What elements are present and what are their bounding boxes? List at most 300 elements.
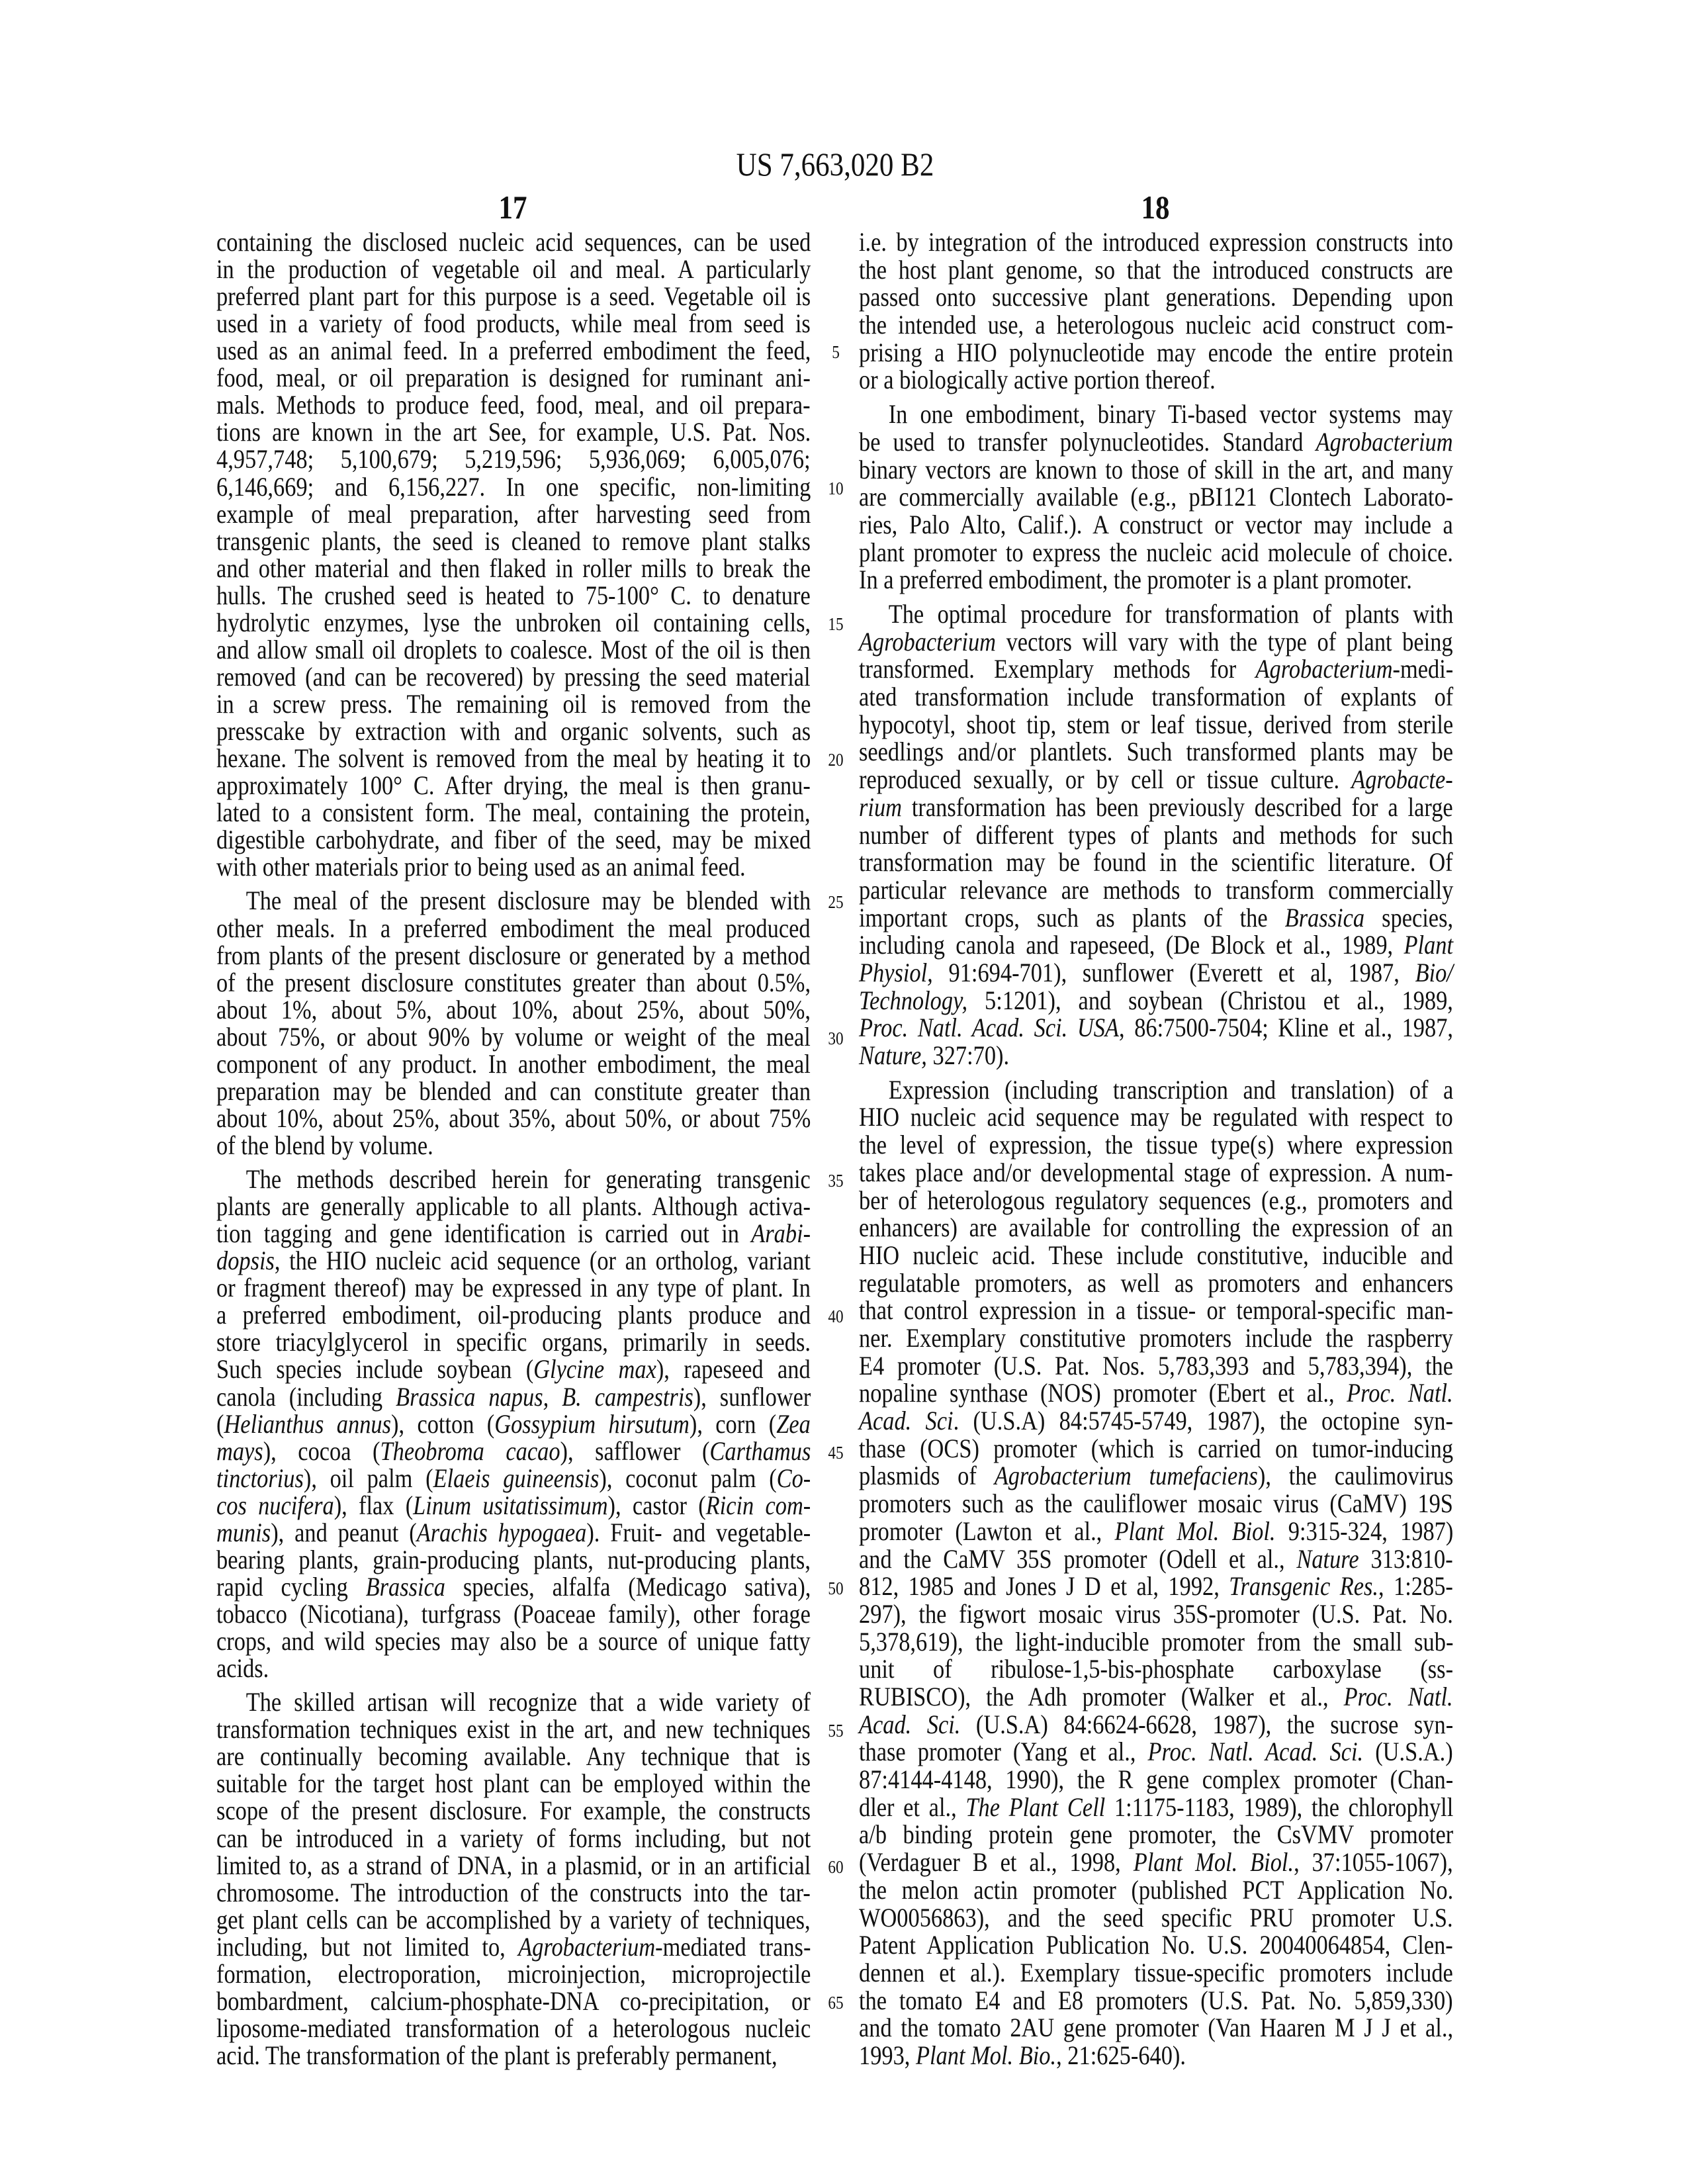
text-line <box>216 941 811 970</box>
text-segment: hydrolytic enzymes, lyse the unbroken oil containing cells, <box>216 608 811 637</box>
text-segment: enhancers) are available for controlling the expression of an <box>859 1212 1453 1242</box>
text-line <box>216 1383 811 1412</box>
text-line <box>216 2041 778 2070</box>
text-segment: The meal of the present disclosure may be blended with <box>246 886 811 915</box>
text-segment: canola (including <box>216 1382 396 1412</box>
text-segment: about 1%, about 5%, about 10%, about 25%, about 50%, <box>216 995 811 1024</box>
italic-text: Brassica <box>366 1572 445 1602</box>
text-line <box>216 228 811 257</box>
text-segment: limited to, as a strand of DNA, in a plasmid, or in an artificial <box>216 1850 811 1880</box>
text-segment: 5,378,619), the light-inducible promoter from the small sub- <box>859 1627 1453 1657</box>
line-number: 50 <box>822 1574 850 1603</box>
text-line <box>859 1351 1453 1381</box>
text-segment: with other materials prior to being used as an animal feed. <box>216 852 746 882</box>
text-segment: example of meal preparation, after harvesting seed from <box>216 499 811 529</box>
text-line <box>216 336 811 365</box>
text-segment: vectors will vary with the type of plant being <box>996 627 1453 657</box>
text-segment: or a biologically active portion thereof. <box>859 365 1216 394</box>
text-line <box>216 1600 811 1629</box>
text-line <box>859 1765 1453 1794</box>
text-line <box>859 1461 1453 1490</box>
text-segment: a/b binding protein gene promoter, the CsVMV promoter <box>859 1819 1453 1849</box>
italic-text: Linum usitatissimum <box>413 1490 607 1520</box>
text-segment: promoters such as the cauliflower mosaic virus (CaMV) 19S <box>859 1488 1453 1518</box>
text-segment: particular relevance are methods to transform commercially <box>859 875 1453 905</box>
text-segment: 313:810- <box>1359 1544 1453 1574</box>
text-segment: ), sunflower <box>693 1382 811 1412</box>
text-segment: , 37:1055-1067), <box>1294 1847 1453 1877</box>
text-segment: rapid cycling <box>216 1572 366 1602</box>
text-line <box>216 1104 811 1133</box>
text-segment: and the CaMV 35S promoter (Odell et al., <box>859 1544 1296 1574</box>
italic-text: Plant <box>1404 930 1454 960</box>
text-line <box>216 662 811 692</box>
text-line <box>859 1572 1453 1601</box>
italic-text: Theobroma cacao <box>380 1436 560 1466</box>
text-line <box>216 1688 811 1717</box>
text-segment: 812, 1985 and Jones J D et al, 1992, <box>859 1571 1229 1601</box>
text-segment: chromosome. The introduction of the constructs into the tar- <box>216 1878 811 1907</box>
text-line <box>859 1600 1453 1629</box>
text-line <box>216 771 811 800</box>
text-line <box>859 1682 1453 1711</box>
text-line <box>216 418 811 447</box>
italic-text: Agrobacterium <box>859 627 996 657</box>
text-segment: takes place and/or developmental stage of expression. A num- <box>859 1158 1453 1187</box>
text-segment: lated to a consistent form. The meal, containing the protein, <box>216 797 811 827</box>
text-segment: . (U.S.A) 84:5745-5749, 1987), the octopine syn- <box>954 1406 1453 1435</box>
text-segment: acid. The transformation of the plant is preferably permanent, <box>216 2040 778 2070</box>
text-segment: tion tagging and gene identification is carried out in <box>216 1218 751 1248</box>
text-line <box>216 1851 811 1880</box>
text-segment: reproduced sexually, or by cell or tissue culture. <box>859 764 1351 794</box>
line-number: 55 <box>822 1716 850 1745</box>
text-line <box>859 1931 1453 1960</box>
text-segment: Such species include soybean ( <box>216 1354 533 1384</box>
text-line <box>859 903 1453 933</box>
text-segment: are continually becoming available. Any technique that is <box>216 1741 811 1771</box>
text-segment: prising a HIO polynucleotide may encode the entire protein <box>859 338 1453 367</box>
text-segment: plants are generally applicable to all plants. Although activa- <box>216 1191 811 1221</box>
italic-text: Proc. Natl. Acad. Sci. <box>1148 1737 1364 1766</box>
italic-text: Zea <box>776 1409 811 1439</box>
text-segment: approximately 100° C. After drying, the meal is then granu- <box>216 770 811 800</box>
text-line <box>859 1213 1453 1242</box>
italic-text: Helianthus annus <box>224 1409 391 1439</box>
text-segment: 91:694-701), sunflower (Everett et al, 1987, <box>933 958 1415 987</box>
text-line <box>859 1379 1453 1408</box>
text-segment: (Verdaguer B et al., 1998, <box>859 1847 1134 1877</box>
italic-text: Brassica <box>1285 903 1364 933</box>
line-number: 65 <box>822 1988 850 2017</box>
text-segment: in the production of vegetable oil and meal. A particularly <box>216 254 811 284</box>
text-segment: ), coconut palm ( <box>599 1463 776 1493</box>
text-line <box>859 455 1453 484</box>
text-segment: hulls. The crushed seed is heated to 75-100° C. to denature <box>216 580 811 610</box>
text-line <box>859 255 1453 285</box>
italic-text: Agrobacte- <box>1351 764 1452 794</box>
text-segment: (U.S.A) 84:6624-6628, 1987), the sucrose syn- <box>960 1709 1453 1739</box>
text-line <box>859 2041 1186 2070</box>
text-line <box>216 1050 811 1079</box>
text-segment: 87:4144-4148, 1990), the R gene complex promoter (Chan- <box>859 1764 1453 1794</box>
text-line <box>216 1192 811 1221</box>
text-segment: species, <box>1364 903 1453 933</box>
text-segment: tions are known in the art See, for example, U.S. Pat. Nos. <box>216 417 811 447</box>
text-line <box>859 228 1453 257</box>
text-line <box>216 255 811 284</box>
text-segment: plant promoter to express the nucleic acid molecule of choice. <box>859 537 1453 567</box>
text-segment: removed (and can be recovered) by pressing the seed material <box>216 662 811 692</box>
text-segment: transformation techniques exist in the art, and new techniques <box>216 1714 811 1744</box>
text-segment: preferred plant part for this purpose is a seed. Vegetable oil is <box>216 281 811 311</box>
text-line <box>216 1715 811 1744</box>
text-segment: 9:315-324, 1987) <box>1276 1516 1454 1546</box>
text-segment: the host plant genome, so that the introduced constructs are <box>859 255 1453 285</box>
text-segment: containing the disclosed nucleic acid sequences, can be used <box>216 227 811 257</box>
text-segment: bombardment, calcium-phosphate-DNA co-precipitation, or <box>216 1986 811 2016</box>
italic-text: Plant Mol. Bio. <box>916 2040 1056 2070</box>
italic-text: Proc. Natl. <box>1347 1378 1453 1408</box>
line-number: 5 <box>822 338 850 367</box>
italic-text: Gossypium hirsutum <box>494 1409 690 1439</box>
text-segment: 1:1175-1183, 1989), the chlorophyll <box>1105 1792 1453 1822</box>
italic-text: Carthamus <box>709 1436 811 1466</box>
italic-text: cos nucifera <box>216 1490 334 1520</box>
text-segment: other meals. In a preferred embodiment the meal produced <box>216 913 811 943</box>
text-segment: , the HIO nucleic acid sequence (or an ortholog, variant <box>275 1246 811 1275</box>
text-line <box>859 958 1453 987</box>
text-line <box>216 1273 811 1302</box>
text-line <box>216 1410 811 1439</box>
patent-page <box>0 0 1694 2184</box>
text-segment: acids. <box>216 1653 269 1683</box>
text-segment: about 75%, or about 90% by volume or weight of the meal <box>216 1022 811 1052</box>
text-line <box>216 1824 811 1853</box>
text-segment: about 10%, about 25%, about 35%, about 50%, or about 75% <box>216 1103 811 1133</box>
text-line <box>216 608 811 637</box>
italic-text: Nature <box>1296 1544 1359 1574</box>
text-line <box>216 1545 811 1574</box>
text-line <box>216 1905 811 1934</box>
text-segment: transformation has been previously described for a large <box>902 792 1453 822</box>
italic-text: Elaeis guineensis <box>433 1463 600 1493</box>
text-segment: hexane. The solvent is removed from the meal by heating it to <box>216 743 811 773</box>
text-segment: 1993, <box>859 2040 916 2070</box>
text-segment: plasmids of <box>859 1461 995 1490</box>
text-segment: formation, electroporation, microinjection, microprojectile <box>216 1959 811 1989</box>
text-segment: and the tomato 2AU gene promoter (Van Haaren M J J et al., <box>859 2013 1453 2042</box>
text-segment: ), safflower ( <box>560 1436 710 1466</box>
text-line <box>216 1518 811 1547</box>
italic-text: munis <box>216 1518 271 1547</box>
text-segment: tobacco (Nicotiana), turfgrass (Poaceae family), other forage <box>216 1599 811 1629</box>
italic-text: Plant Mol. Biol. <box>1134 1847 1294 1877</box>
italic-text: Technology, <box>859 985 967 1015</box>
text-line <box>859 1517 1453 1546</box>
text-line <box>216 500 811 529</box>
text-segment: ), cocoa ( <box>263 1436 380 1466</box>
text-line <box>859 1903 1453 1933</box>
text-line <box>216 554 811 583</box>
text-segment: -medi- <box>1393 654 1454 684</box>
text-segment: , 86:7500-7504; Kline et al., 1987, <box>1119 1013 1453 1042</box>
text-line <box>216 1987 811 2016</box>
text-segment: RUBISCO), the Adh promoter (Walker et al., <box>859 1682 1344 1711</box>
text-segment: the tomato E4 and E8 promoters (U.S. Pat. No. 5,859,330) <box>859 1985 1453 2015</box>
text-line <box>859 1986 1453 2015</box>
text-segment: unit of ribulose-1,5-bis-phosphate carboxylase (ss- <box>859 1654 1453 1684</box>
text-line <box>859 1158 1453 1187</box>
text-segment: 6,146,669; and 6,156,227. In one specific, non-limiting <box>216 472 811 502</box>
text-line <box>859 2013 1453 2042</box>
text-segment: and allow small oil droplets to coalesce. Most of the oil is then <box>216 635 811 664</box>
text-line <box>859 1013 1453 1042</box>
text-line <box>859 876 1453 905</box>
text-line <box>216 1464 811 1493</box>
text-line <box>859 848 1453 877</box>
text-line <box>859 365 1216 394</box>
text-segment: ), corn ( <box>690 1409 776 1439</box>
text-line <box>859 710 1453 739</box>
text-line <box>216 527 811 556</box>
text-line <box>859 1627 1453 1657</box>
text-segment: including, but not limited to, <box>216 1932 518 1962</box>
text-line <box>859 310 1453 340</box>
text-line <box>216 852 746 882</box>
text-line <box>216 1627 811 1656</box>
text-segment: ner. Exemplary constitutive promoters include the raspberry <box>859 1323 1453 1353</box>
text-line <box>216 1131 433 1160</box>
text-line <box>216 1077 811 1106</box>
text-line <box>859 821 1453 850</box>
text-line <box>216 886 811 915</box>
text-segment: preparation may be blended and can constitute greater than <box>216 1076 811 1106</box>
text-line <box>859 1545 1453 1574</box>
text-segment: , 21:625-640). <box>1056 2040 1186 2070</box>
text-line <box>859 538 1453 567</box>
column-number-left: 17 <box>456 189 570 225</box>
text-segment: can be introduced in a variety of forms including, but not <box>216 1823 811 1853</box>
text-segment: The optimal procedure for transformation of plants with <box>889 599 1454 629</box>
text-line <box>859 1848 1453 1877</box>
text-segment: ), castor ( <box>608 1490 706 1520</box>
italic-text: Agrobacterium <box>1256 654 1393 684</box>
text-segment: ries, Palo Alto, Calif.). A construct or vector may include a <box>859 510 1453 539</box>
text-line <box>859 1186 1453 1215</box>
text-segment: of the present disclosure constitutes greater than about 0.5%, <box>216 968 811 997</box>
text-segment: passed onto successive plant generations. Depending upon <box>859 282 1453 312</box>
text-segment: 4,957,748; 5,100,679; 5,219,596; 5,936,069; 6,005,076; <box>216 444 811 474</box>
text-line <box>216 1023 811 1052</box>
text-line <box>216 690 811 719</box>
italic-text: The Plant Cell <box>965 1792 1105 1822</box>
text-segment: 297), the figwort mosaic virus 35S-promoter (U.S. Pat. No. <box>859 1599 1453 1629</box>
text-line <box>216 995 811 1024</box>
line-number: 30 <box>822 1024 850 1053</box>
text-segment: ), flax ( <box>334 1490 413 1520</box>
text-line <box>216 968 811 997</box>
text-segment: dennen et al.). Exemplary tissue-specific promoters include <box>859 1958 1453 1987</box>
text-line <box>859 600 1453 629</box>
text-segment: that control expression in a tissue- or temporal-specific man- <box>859 1295 1453 1325</box>
text-segment: the level of expression, the tissue type(s) where expression <box>859 1130 1453 1160</box>
text-line <box>216 798 811 827</box>
text-line <box>859 765 1453 794</box>
text-segment: and other material and then flaked in roller mills to break the <box>216 553 811 583</box>
text-line <box>859 682 1453 711</box>
patent-number: US 7,663,020 B2 <box>117 144 1554 184</box>
text-line <box>859 655 1453 684</box>
text-segment: WO0056863), and the seed specific PRU promoter U.S. <box>859 1903 1453 1933</box>
text-line <box>216 825 811 854</box>
text-line <box>216 744 811 773</box>
italic-text: Acad. Sci <box>859 1406 954 1435</box>
text-segment: hypocotyl, shoot tip, stem or leaf tissue, derived from sterile <box>859 709 1453 739</box>
italic-text: Agrobacterium <box>1316 427 1453 457</box>
italic-text: Arachis hypogaea <box>417 1518 587 1547</box>
text-segment: 327:70). <box>927 1040 1009 1070</box>
text-line <box>859 1489 1453 1518</box>
text-line <box>216 1960 811 1989</box>
text-segment: i.e. by integration of the introduced expression constructs into <box>859 227 1453 257</box>
text-line <box>859 1241 1453 1270</box>
text-line <box>859 1324 1453 1353</box>
text-line <box>216 282 811 311</box>
text-line <box>859 793 1453 822</box>
text-segment: used as an animal feed. In a preferred embodiment the feed, <box>216 336 811 365</box>
text-line <box>859 1434 1453 1463</box>
text-line <box>859 1406 1453 1435</box>
text-line <box>216 1769 811 1798</box>
text-segment: the melon actin promoter (published PCT Application No. <box>859 1875 1453 1905</box>
text-line <box>859 1041 1009 1070</box>
text-segment: be used to transfer polynucleotides. Standard <box>859 427 1316 457</box>
text-line <box>216 581 811 610</box>
text-line <box>859 482 1453 512</box>
line-number: 25 <box>822 887 850 917</box>
italic-text: Ricin com- <box>706 1490 811 1520</box>
italic-text: Acad. Sci. <box>859 1709 960 1739</box>
italic-text: Bio/ <box>1415 958 1453 987</box>
text-segment: ), cotton ( <box>391 1409 494 1439</box>
text-line <box>859 1075 1453 1105</box>
text-line <box>859 338 1453 367</box>
italic-text: Arabi- <box>751 1218 811 1248</box>
text-segment: , 1:285- <box>1378 1571 1453 1601</box>
text-segment: ), oil palm ( <box>304 1463 433 1493</box>
text-segment: in a screw press. The remaining oil is removed from the <box>216 689 811 719</box>
text-segment: HIO nucleic acid sequence may be regulated with respect to <box>859 1102 1453 1132</box>
text-line <box>216 363 811 392</box>
text-line <box>859 931 1453 960</box>
italic-text: Agrobacterium <box>518 1932 655 1962</box>
text-line <box>216 1878 811 1907</box>
italic-text: Brassica napus, B. campestris <box>396 1382 693 1412</box>
italic-text: Transgenic Res. <box>1229 1571 1378 1601</box>
text-line <box>859 1793 1453 1822</box>
italic-text: dopsis <box>216 1246 275 1275</box>
text-line <box>859 283 1453 312</box>
italic-text: Plant Mol. Biol. <box>1115 1516 1276 1546</box>
text-line <box>859 1820 1453 1849</box>
text-line <box>216 1328 811 1357</box>
text-segment: ), rapeseed and <box>656 1354 811 1384</box>
text-segment: The skilled artisan will recognize that a wide variety of <box>246 1687 811 1717</box>
text-line <box>216 473 811 502</box>
text-line <box>216 1742 811 1771</box>
text-line <box>859 1655 1453 1684</box>
text-segment: the intended use, a heterologous nucleic acid construct com- <box>859 310 1453 340</box>
line-number: 20 <box>822 745 850 774</box>
line-number: 35 <box>822 1166 850 1195</box>
text-line <box>216 1219 811 1248</box>
text-segment: promoter (Lawton et al., <box>859 1516 1115 1546</box>
text-segment: Expression (including transcription and translation) of a <box>889 1075 1454 1105</box>
text-line <box>216 1437 811 1466</box>
text-line <box>216 1355 811 1384</box>
text-segment: In one embodiment, binary Ti-based vector systems may <box>889 399 1453 429</box>
text-segment: food, meal, or oil preparation is designed for ruminant ani- <box>216 363 811 392</box>
line-number: 45 <box>822 1438 850 1467</box>
text-segment: liposome-mediated transformation of a heterologous nucleic <box>216 2013 811 2043</box>
text-segment: mals. Methods to produce feed, food, meal, and oil prepara- <box>216 390 811 420</box>
text-segment: get plant cells can be accomplished by a variety of techniques, <box>216 1905 811 1934</box>
text-segment: ), the caulimovirus <box>1258 1461 1453 1490</box>
text-line <box>216 1654 269 1683</box>
text-segment: In a preferred embodiment, the promoter is a plant promoter. <box>859 565 1412 594</box>
text-line <box>216 1165 811 1194</box>
text-segment: used in a variety of food products, while meal from seed is <box>216 308 811 338</box>
text-segment: (U.S.A.) <box>1363 1737 1453 1766</box>
text-line <box>859 400 1453 429</box>
text-segment: number of different types of plants and methods for such <box>859 820 1453 850</box>
text-segment: regulatable promoters, as well as promoters and enhancers <box>859 1268 1453 1298</box>
text-segment: thase (OCS) promoter (which is carried on tumor-inducing <box>859 1433 1453 1463</box>
text-line <box>859 1710 1453 1739</box>
text-segment: crops, and wild species may also be a source of unique fatty <box>216 1626 811 1656</box>
text-segment: transgenic plants, the seed is cleaned to remove plant stalks <box>216 526 811 556</box>
text-line <box>859 737 1453 766</box>
text-segment: a preferred embodiment, oil-producing plants produce and <box>216 1300 811 1330</box>
text-segment: transformation may be found in the scientific literature. Of <box>859 847 1453 877</box>
text-line <box>216 390 811 420</box>
text-line <box>216 1572 811 1602</box>
text-segment: The methods described herein for generating transgenic <box>246 1164 811 1194</box>
text-line <box>216 1300 811 1330</box>
text-line <box>859 510 1453 539</box>
right-text-column <box>859 0 1453 2184</box>
text-line <box>859 1103 1453 1132</box>
italic-text: Glycine max <box>533 1354 656 1384</box>
text-line <box>859 428 1453 457</box>
text-segment: ber of heterologous regulatory sequences (e.g., promoters and <box>859 1185 1453 1215</box>
italic-text: Proc. Natl. Acad. Sci. USA <box>859 1013 1119 1042</box>
line-number: 15 <box>822 610 850 639</box>
text-segment: important crops, such as plants of the <box>859 903 1285 933</box>
text-line <box>859 986 1453 1015</box>
text-segment: transformed. Exemplary methods for <box>859 654 1256 684</box>
text-segment: digestible carbohydrate, and fiber of the seed, may be mixed <box>216 825 811 854</box>
text-segment: ), and peanut ( <box>271 1518 416 1547</box>
text-line <box>216 1796 811 1825</box>
text-segment: store triacylglycerol in specific organs, primarily in seeds. <box>216 1327 811 1357</box>
text-line <box>859 1130 1453 1160</box>
text-segment: HIO nucleic acid. These include constitutive, inducible and <box>859 1240 1453 1270</box>
text-line <box>216 717 811 746</box>
text-line <box>859 627 1453 657</box>
text-segment: are commercially available (e.g., pBI121 Clontech Laborato- <box>859 482 1453 512</box>
